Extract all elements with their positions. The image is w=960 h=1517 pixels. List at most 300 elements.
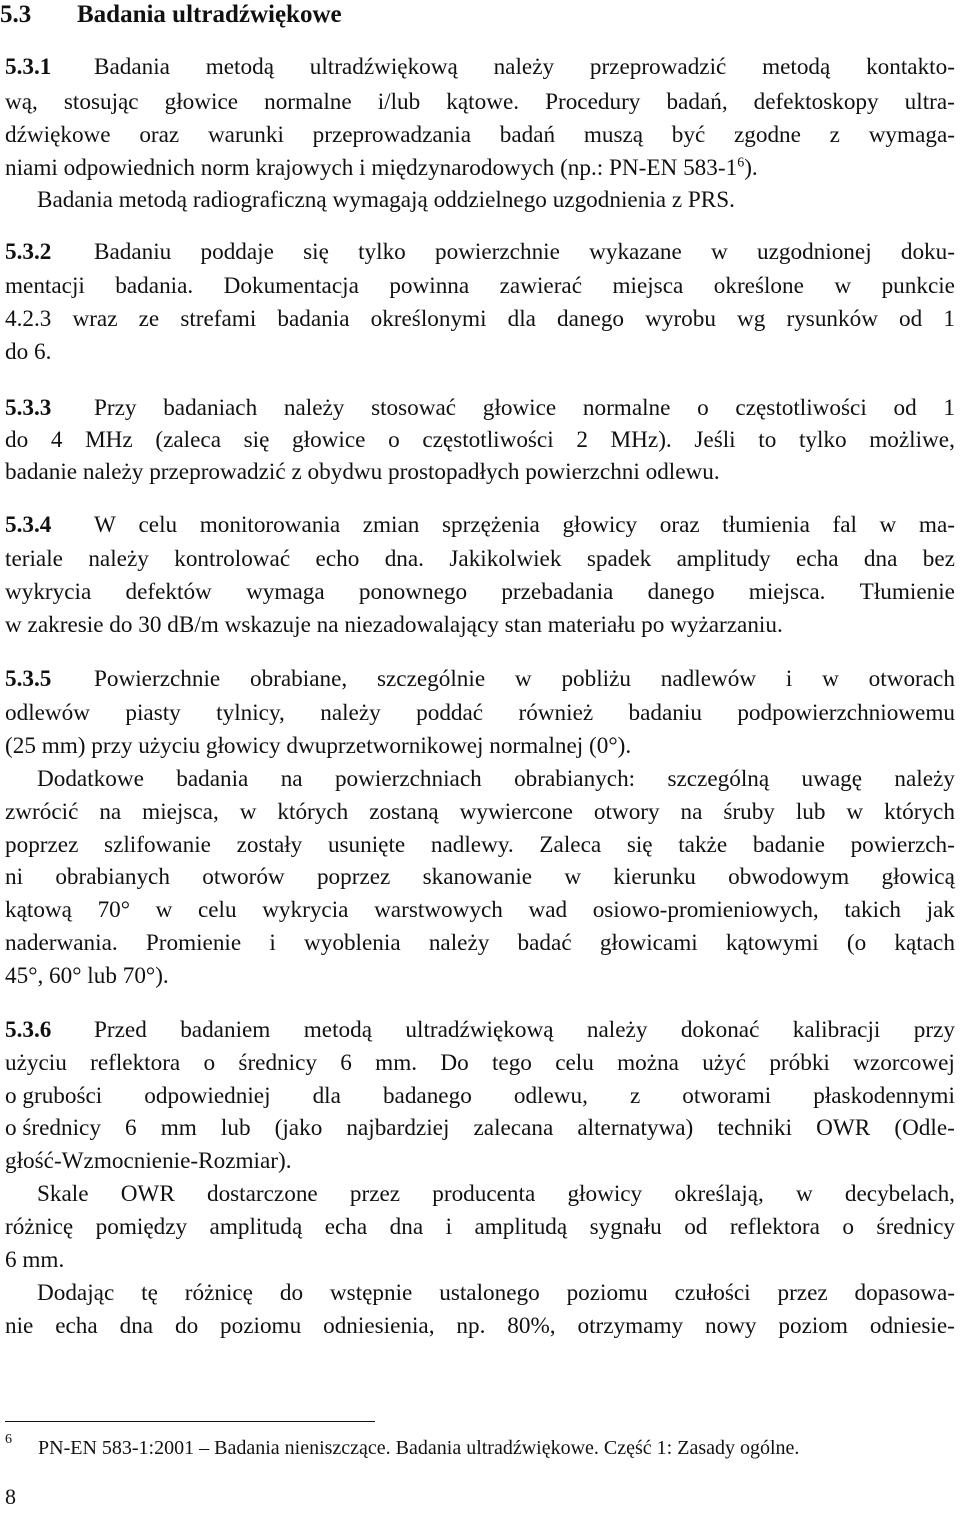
word: kontrolować: [174, 546, 291, 572]
word: Skale: [37, 1181, 89, 1207]
word: do: [279, 1280, 304, 1306]
word: szczególnie: [376, 666, 486, 692]
word: danego: [647, 579, 715, 605]
word: szlifowanie: [104, 832, 211, 858]
word: skanowanie: [422, 864, 533, 890]
word: wstępnie: [329, 1280, 413, 1306]
word: badanie: [752, 832, 825, 858]
word: monitorowania: [199, 512, 341, 538]
paragraph-5-3-6-line-8: 6 mm.: [5, 1247, 65, 1273]
word: o: [388, 427, 400, 453]
word: 1: [943, 306, 955, 332]
paragraph-5-3-4-line-4: w zakresie do 30 dB/m wskazuje na niezadowalający stan materiału po wyżarzaniu.: [5, 612, 783, 638]
word: mm: [160, 1115, 197, 1141]
word: w: [564, 864, 582, 890]
word: uzgodnionej: [757, 239, 872, 265]
word: kątach: [894, 930, 955, 956]
word: Zaleca: [539, 832, 602, 858]
word: oraz: [139, 122, 180, 148]
word: alternatywa): [577, 1115, 694, 1141]
word: ponownego: [358, 579, 468, 605]
word: w: [795, 1181, 813, 1207]
word: tę: [141, 1280, 158, 1306]
word: celu: [138, 512, 178, 538]
word: obrabianych: [55, 864, 170, 890]
word: o: [697, 395, 709, 421]
word: wymaga: [246, 579, 325, 605]
word: poprzez: [5, 832, 79, 858]
paragraph-5-3-2-line-3: [5, 303, 955, 335]
word: dla: [507, 306, 536, 332]
word: MHz: [85, 427, 133, 453]
word: wraz: [72, 306, 118, 332]
word: badania: [277, 306, 350, 332]
num: 5.3.3: [5, 395, 52, 421]
word: fal: [832, 512, 857, 538]
word: głowicami: [599, 930, 698, 956]
paragraph-5-3-6-line-4: [5, 1112, 955, 1144]
word: o grubości: [5, 1083, 103, 1109]
footnote-marker: 6: [5, 1432, 12, 1447]
word: kątowymi: [725, 930, 819, 956]
word: w: [846, 799, 864, 825]
word: podpowierzchniowemu: [737, 700, 955, 726]
paragraph-5-3-5-line-8: [5, 894, 955, 926]
word: ultradźwiękową: [405, 1017, 554, 1043]
word: zmian: [362, 512, 420, 538]
word: zwrócić: [5, 799, 79, 825]
word: warunki: [207, 122, 284, 148]
word: Przed: [94, 1017, 147, 1043]
word: kątową: [5, 897, 72, 923]
word: Dodając: [37, 1280, 115, 1306]
section-title: Badania ultradźwiękowe: [77, 1, 342, 28]
paragraph-5-3-6-line-1: [94, 1014, 955, 1046]
subsection-number-5-3-6: [5, 1014, 51, 1046]
word: użyciu: [5, 1050, 67, 1076]
word: metodą: [762, 54, 831, 80]
paragraph-5-3-1-line-1-text: [94, 51, 955, 83]
word: ze: [138, 306, 160, 332]
word: amplitudą: [474, 1214, 568, 1240]
word: Tłumienie: [859, 579, 955, 605]
word: których: [277, 799, 349, 825]
word: głowicy: [567, 1181, 643, 1207]
word: należy: [283, 395, 345, 421]
word: wyrobu: [645, 306, 716, 332]
word: w: [822, 666, 839, 692]
word: kierunku: [613, 864, 696, 890]
paragraph-5-3-1-line-1: [5, 51, 51, 83]
paragraph-5-3-6-line-10: [5, 1310, 955, 1342]
paragraph-5-3-5-line-1: [94, 663, 955, 695]
word: w: [514, 666, 532, 692]
word: bez: [922, 546, 955, 572]
paragraph-5-3-2-line-4: do 6.: [5, 339, 52, 365]
word: wykazane: [589, 239, 682, 265]
word: teriale: [5, 546, 63, 572]
word: do: [174, 1313, 199, 1339]
paragraph-5-3-5-line-4: [37, 763, 955, 795]
word: należy: [586, 1017, 648, 1043]
word: takich: [844, 897, 901, 923]
word: przebadania: [501, 579, 614, 605]
paragraph-5-3-1-line-3: [5, 119, 955, 151]
word: na: [99, 799, 122, 825]
word: od: [899, 306, 923, 332]
word: z: [829, 122, 840, 148]
word: normalne: [582, 395, 671, 421]
word: wyoblenia: [304, 930, 401, 956]
word: odniesie-: [869, 1313, 955, 1339]
word: lub: [220, 1115, 251, 1141]
word: tego: [491, 1050, 532, 1076]
footnote-text: PN-EN 583-1:2001 – Badania nieniszczące. Badania ultradźwiękowe. Część 1: Zasady ogólne.: [38, 1437, 800, 1459]
word: na: [680, 799, 703, 825]
paragraph-5-3-6-line-7: [5, 1211, 955, 1243]
word: echa: [55, 1313, 98, 1339]
word: Jakikolwiek: [449, 546, 562, 572]
word: się: [626, 832, 653, 858]
word: nie: [5, 1313, 34, 1339]
word: poprzez: [316, 864, 391, 890]
word: miejsca.: [748, 579, 826, 605]
paragraph-5-3-6-line-9: [37, 1277, 955, 1309]
word: W: [94, 512, 116, 538]
word: to: [758, 427, 777, 453]
word: możliwe,: [869, 427, 955, 453]
word: punkcie: [881, 273, 955, 299]
word: usunięte: [327, 832, 406, 858]
word: pomiędzy: [95, 1214, 188, 1240]
word: Badaniu: [94, 239, 172, 265]
word: o: [842, 1214, 854, 1240]
word: OWR: [816, 1115, 871, 1141]
word: (Odle-: [894, 1115, 955, 1141]
word: jak: [926, 897, 955, 923]
word: i: [785, 666, 793, 692]
word: należy: [428, 930, 490, 956]
word: i: [445, 1214, 453, 1240]
word: przez: [349, 1181, 401, 1207]
word: powierzchnie: [435, 239, 560, 265]
word: (jako: [274, 1115, 323, 1141]
word: MHz).: [610, 427, 672, 453]
word: Badania: [94, 54, 170, 80]
paragraph-5-3-3-line-2: [5, 424, 955, 456]
word: normalne: [264, 89, 352, 115]
num: 5.3.2: [5, 239, 52, 265]
word: głowicą: [881, 864, 955, 890]
word: szczególną: [667, 766, 770, 792]
word: tłumienia: [722, 512, 810, 538]
footnote-ref: 6: [737, 155, 745, 171]
word: osiowo-promieniowych,: [592, 897, 819, 923]
word: badaniach: [163, 395, 258, 421]
paragraph-5-3-1-line-4: [5, 152, 758, 184]
word: tylko: [798, 427, 847, 453]
word: (zaleca: [155, 427, 221, 453]
word: wykrycia: [262, 897, 349, 923]
word: naderwania.: [5, 930, 118, 956]
paragraph-5-3-2-line-1: [94, 236, 955, 268]
word: sygnału: [589, 1214, 662, 1240]
word: amplitudy: [676, 546, 771, 572]
word: techniki: [717, 1115, 793, 1141]
word: badanego: [382, 1083, 472, 1109]
word: warstwowych: [374, 897, 503, 923]
word: nadlewy.: [430, 832, 514, 858]
word: badań,: [666, 89, 728, 115]
word: głowice: [164, 89, 239, 115]
word: Jeśli: [694, 427, 736, 453]
word: 4: [50, 427, 63, 453]
word: odlewu,: [513, 1083, 588, 1109]
subsection-number-5-3-5: [5, 663, 51, 695]
word: z: [629, 1083, 641, 1109]
word: ultradźwiękową: [309, 54, 458, 80]
word: dna: [389, 1214, 424, 1240]
word: Przy: [94, 395, 137, 421]
word: zostaną: [369, 799, 439, 825]
word: w: [711, 239, 728, 265]
word: się: [243, 427, 270, 453]
word: echo: [315, 546, 360, 572]
word: być: [671, 122, 706, 148]
word: lub: [795, 799, 826, 825]
word: 6: [125, 1115, 137, 1141]
paragraph-5-3-6-line-5: głość-Wzmocnienie-Rozmiar).: [5, 1148, 292, 1174]
word: głowice: [482, 395, 557, 421]
word: można: [617, 1050, 679, 1076]
word: danego: [557, 306, 625, 332]
word: zgodne: [733, 122, 801, 148]
section-number: 5.3: [0, 1, 32, 28]
subsection-number-5-3-2: [5, 236, 51, 268]
num: 5.3.6: [5, 1017, 52, 1043]
word: także: [678, 832, 728, 858]
word: powierzch-: [850, 832, 955, 858]
word: stosując: [63, 89, 139, 115]
word: dna: [119, 1313, 154, 1339]
word: poziomu: [566, 1280, 648, 1306]
word: 2: [576, 427, 588, 453]
word: dźwiękowe: [5, 122, 111, 148]
word: muszą: [583, 122, 644, 148]
word: badaniem: [180, 1017, 271, 1043]
word: stosować: [371, 395, 457, 421]
word: częstotliwości: [735, 395, 867, 421]
word: tylko: [358, 239, 406, 265]
paragraph-5-3-4-line-3: [5, 576, 955, 608]
word: echa: [324, 1214, 368, 1240]
word: na: [280, 766, 303, 792]
word: wad: [528, 897, 568, 923]
word: przeprowadzić: [589, 54, 727, 80]
word: Dokumentacja: [223, 273, 359, 299]
word: powinna: [389, 273, 470, 299]
paragraph-5-3-6-line-6: [37, 1178, 955, 1210]
word: tylnicy,: [216, 700, 285, 726]
word: decybelach,: [844, 1181, 955, 1207]
word: użyć: [702, 1050, 747, 1076]
word: echa: [796, 546, 839, 572]
paragraph-5-3-5-line-2: [5, 697, 955, 729]
word: próbki: [769, 1050, 830, 1076]
word: w: [155, 897, 173, 923]
word: poddać: [416, 700, 484, 726]
word: do: [5, 427, 29, 453]
word: w: [834, 273, 852, 299]
paragraph-5-3-3-line-3: badanie należy przeprowadzić z obydwu prostopadłych powierzchni odlewu.: [5, 459, 720, 485]
word: ustalonego: [439, 1280, 540, 1306]
word: piasty: [125, 700, 181, 726]
word: dopasowa-: [854, 1280, 955, 1306]
word: określonymi: [370, 306, 487, 332]
footnote-divider: [5, 1421, 375, 1422]
paragraph-5-3-6-line-2: [5, 1047, 955, 1079]
word: czułości: [674, 1280, 751, 1306]
word: defektoskopy: [753, 89, 879, 115]
word: kalibracji: [792, 1017, 881, 1043]
paragraph-5-3-5-line-3: (25 mm) przy użyciu głowicy dwuprzetwornikowej normalnej (0°).: [5, 733, 632, 759]
word: celu: [555, 1050, 594, 1076]
word: od: [684, 1214, 708, 1240]
word: mentacji: [5, 273, 85, 299]
word: się: [303, 239, 329, 265]
word: zalecana: [473, 1115, 554, 1141]
paragraph-5-3-5-line-9: [5, 927, 955, 959]
word: obrabianych:: [514, 766, 636, 792]
word: metodą: [205, 54, 274, 80]
paragraph-5-3-5-line-6: [5, 829, 955, 861]
word: kątowe.: [446, 89, 520, 115]
paragraph-5-3-1-line-2: [5, 86, 955, 118]
word: odlewów: [5, 700, 91, 726]
word: płaskodennymi: [813, 1083, 955, 1109]
word: miejsca,: [142, 799, 219, 825]
word: poziom: [778, 1313, 848, 1339]
word: amplitudą: [209, 1214, 303, 1240]
word: głowicy: [562, 512, 638, 538]
word: obrabiane,: [249, 666, 348, 692]
word: otwory: [593, 799, 660, 825]
word: nadlewów: [660, 666, 757, 692]
word: różnicę: [5, 1214, 74, 1240]
word: zostały: [236, 832, 303, 858]
subsection-number-5-3-1: 5.3.1: [5, 54, 52, 80]
word: sprzężenia: [442, 512, 540, 538]
word: celu: [197, 897, 237, 923]
paragraph-5-3-3-line-1: [94, 392, 955, 424]
word: spadek: [586, 546, 652, 572]
word: badania.: [115, 273, 194, 299]
num: 5.3.5: [5, 666, 52, 692]
word: w: [239, 799, 257, 825]
word: np.: [456, 1313, 486, 1339]
section-heading: [0, 0, 342, 30]
word: badać: [517, 930, 572, 956]
word: Powierzchnie: [94, 666, 221, 692]
word: otworach: [868, 666, 955, 692]
paragraph-5-3-1-line-5: Badania metodą radiograficzną wymagają oddzielnego uzgodnienia z PRS.: [37, 187, 735, 213]
word: w: [879, 512, 897, 538]
word: powierzchniach: [334, 766, 482, 792]
line-4-end: ).: [744, 155, 758, 181]
word: przy: [913, 1017, 955, 1043]
word: wg: [737, 306, 766, 332]
word: określają,: [674, 1181, 764, 1207]
paragraph-5-3-5-line-5: [5, 796, 955, 828]
word: o: [203, 1050, 216, 1076]
word: najbardziej: [346, 1115, 450, 1141]
word: (o: [846, 930, 867, 956]
word: Promienie: [145, 930, 242, 956]
word: badań: [499, 122, 556, 148]
word: również: [518, 700, 594, 726]
paragraph-5-3-4-line-1: [94, 509, 955, 541]
word: badaniu: [628, 700, 702, 726]
word: 4.2.3: [5, 306, 52, 332]
word: należy: [894, 766, 955, 792]
word: strefami: [180, 306, 257, 332]
word: dna.: [384, 546, 424, 572]
word: 1: [943, 395, 955, 421]
word: otworami: [682, 1083, 772, 1109]
word: reflektora: [729, 1214, 820, 1240]
word: metodą: [303, 1017, 372, 1043]
num: 5.3.4: [5, 512, 52, 538]
paragraph-5-3-5-line-10: 45°, 60° lub 70°).: [5, 963, 169, 989]
word: otworów: [202, 864, 285, 890]
word: należy: [320, 700, 381, 726]
word: pobliżu: [561, 666, 632, 692]
word: których: [884, 799, 955, 825]
word: Procedury: [545, 89, 641, 115]
word: poziomu: [220, 1313, 302, 1339]
word: obwodowym: [728, 864, 850, 890]
paragraph-5-3-2-line-2: [5, 270, 955, 302]
word: dna: [863, 546, 898, 572]
word: kontakto-: [866, 54, 955, 80]
word: producenta: [432, 1181, 536, 1207]
word: defektów: [125, 579, 212, 605]
word: mm.: [375, 1050, 418, 1076]
word: odpowiedniej: [144, 1083, 271, 1109]
page-number: 8: [5, 1484, 16, 1509]
word: przez: [777, 1280, 828, 1306]
word: i: [269, 930, 276, 956]
paragraph-5-3-4-line-2: [5, 543, 955, 575]
word: średnicy: [876, 1214, 955, 1240]
word: 6: [340, 1050, 352, 1076]
word: Dodatkowe: [37, 766, 144, 792]
word: wykrycia: [5, 579, 92, 605]
word: różnicę: [184, 1280, 253, 1306]
word: miejsca: [612, 273, 684, 299]
word: wymaga-: [868, 122, 955, 148]
word: śruby: [723, 799, 775, 825]
word: należy: [493, 54, 555, 80]
word: oraz: [659, 512, 700, 538]
word: nowy: [704, 1313, 757, 1339]
line-4-text: niami odpowiednich norm krajowych i międzynarodowych (np.: PN-EN 583-1: [5, 155, 738, 181]
word: wzorcowej: [853, 1050, 955, 1076]
word: ultra-: [904, 89, 955, 115]
word: 80%,: [507, 1313, 556, 1339]
word: rysunków: [786, 306, 878, 332]
word: średnicy: [238, 1050, 317, 1076]
